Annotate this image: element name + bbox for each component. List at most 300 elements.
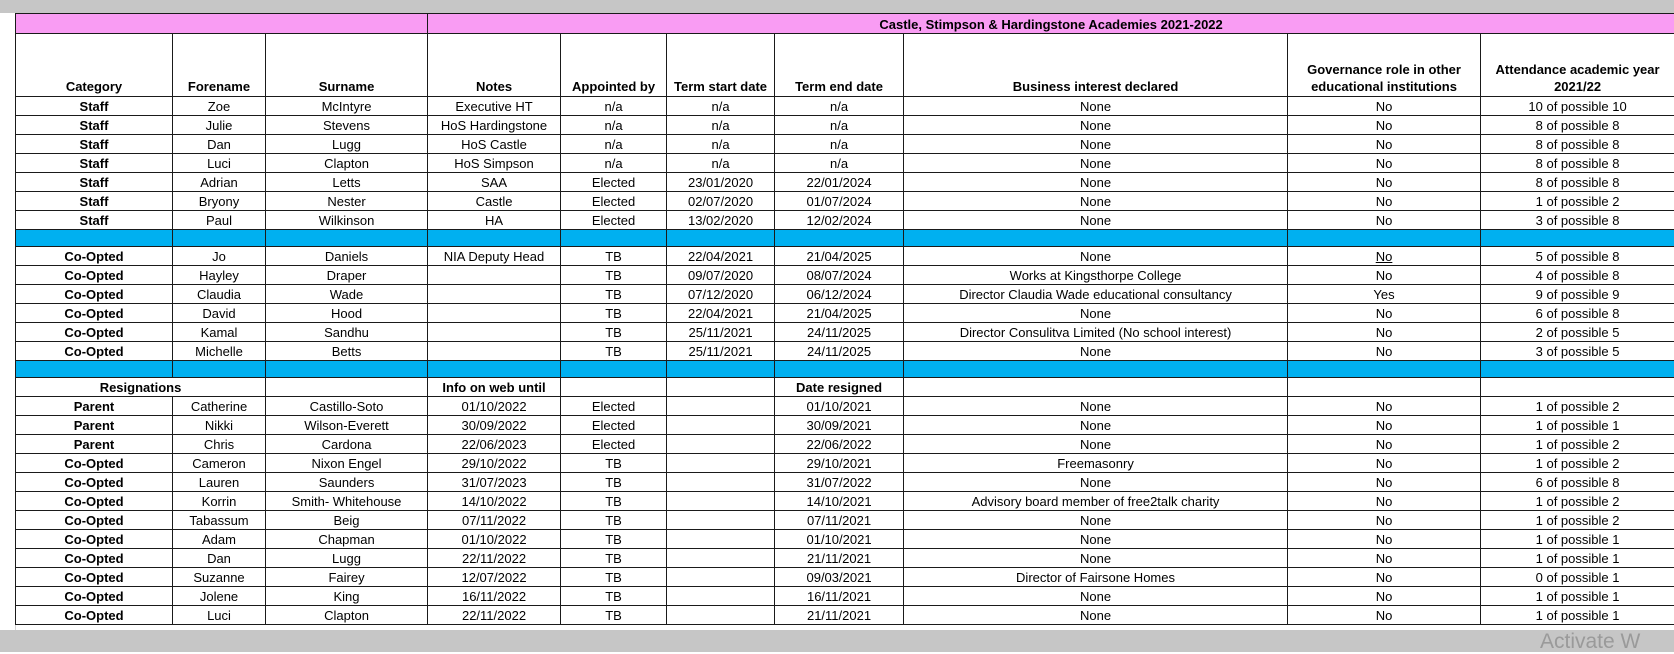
table-cell[interactable] bbox=[428, 304, 561, 323]
table-cell[interactable]: Co-Opted bbox=[16, 568, 173, 587]
table-cell[interactable]: McIntyre bbox=[266, 97, 428, 116]
table-cell[interactable]: 14/10/2022 bbox=[428, 492, 561, 511]
table-cell[interactable]: 23/01/2020 bbox=[667, 173, 775, 192]
table-cell[interactable] bbox=[667, 568, 775, 587]
table-cell[interactable]: 31/07/2022 bbox=[775, 473, 904, 492]
table-cell[interactable] bbox=[1481, 378, 1674, 397]
header-term-start[interactable]: Term start date bbox=[667, 34, 775, 97]
table-cell[interactable]: No bbox=[1288, 116, 1481, 135]
table-cell[interactable] bbox=[428, 285, 561, 304]
table-cell[interactable]: Sandhu bbox=[266, 323, 428, 342]
table-cell[interactable] bbox=[667, 587, 775, 606]
table-cell[interactable]: Dan bbox=[173, 549, 266, 568]
table-cell[interactable] bbox=[667, 606, 775, 625]
table-cell[interactable]: 8 of possible 8 bbox=[1481, 116, 1674, 135]
table-cell[interactable]: 14/10/2021 bbox=[775, 492, 904, 511]
header-governance-role[interactable]: Governance role in other educational institutions bbox=[1288, 34, 1481, 97]
table-cell[interactable] bbox=[667, 549, 775, 568]
table-cell[interactable]: TB bbox=[561, 568, 667, 587]
table-cell[interactable]: 8 of possible 8 bbox=[1481, 135, 1674, 154]
divider-cell[interactable] bbox=[1481, 361, 1674, 378]
table-cell[interactable]: No bbox=[1288, 492, 1481, 511]
table-cell[interactable]: 01/07/2024 bbox=[775, 192, 904, 211]
table-cell[interactable]: TB bbox=[561, 606, 667, 625]
table-cell[interactable] bbox=[1288, 378, 1481, 397]
table-cell[interactable]: Staff bbox=[16, 135, 173, 154]
divider-cell[interactable] bbox=[428, 361, 561, 378]
table-cell[interactable]: 24/11/2025 bbox=[775, 323, 904, 342]
table-cell[interactable] bbox=[667, 492, 775, 511]
table-cell[interactable]: Co-Opted bbox=[16, 530, 173, 549]
table-cell[interactable] bbox=[667, 511, 775, 530]
table-cell[interactable]: Wilson-Everett bbox=[266, 416, 428, 435]
table-cell[interactable]: None bbox=[904, 192, 1288, 211]
table-cell[interactable]: Co-Opted bbox=[16, 549, 173, 568]
header-category[interactable]: Category bbox=[16, 34, 173, 97]
table-cell[interactable]: 01/10/2022 bbox=[428, 397, 561, 416]
table-cell[interactable]: Elected bbox=[561, 435, 667, 454]
table-cell[interactable]: Kamal bbox=[173, 323, 266, 342]
divider-cell[interactable] bbox=[667, 230, 775, 247]
table-cell[interactable] bbox=[667, 435, 775, 454]
table-cell[interactable]: None bbox=[904, 530, 1288, 549]
table-cell[interactable]: 1 of possible 2 bbox=[1481, 397, 1674, 416]
table-cell[interactable]: 01/10/2021 bbox=[775, 530, 904, 549]
table-cell[interactable]: Adrian bbox=[173, 173, 266, 192]
table-cell[interactable]: 07/11/2022 bbox=[428, 511, 561, 530]
table-cell[interactable]: Co-Opted bbox=[16, 511, 173, 530]
table-cell[interactable]: 5 of possible 8 bbox=[1481, 247, 1674, 266]
divider-cell[interactable] bbox=[173, 361, 266, 378]
table-cell[interactable]: n/a bbox=[561, 154, 667, 173]
table-cell[interactable]: Zoe bbox=[173, 97, 266, 116]
table-cell[interactable]: TB bbox=[561, 323, 667, 342]
table-cell[interactable]: 24/11/2025 bbox=[775, 342, 904, 361]
table-cell[interactable]: Adam bbox=[173, 530, 266, 549]
table-cell[interactable]: Advisory board member of free2talk charity bbox=[904, 492, 1288, 511]
divider-cell[interactable] bbox=[775, 230, 904, 247]
table-cell[interactable]: Draper bbox=[266, 266, 428, 285]
table-cell[interactable]: TB bbox=[561, 304, 667, 323]
table-cell[interactable]: Paul bbox=[173, 211, 266, 230]
table-cell[interactable]: Elected bbox=[561, 397, 667, 416]
table-cell[interactable]: No bbox=[1288, 173, 1481, 192]
table-cell[interactable]: None bbox=[904, 606, 1288, 625]
table-cell[interactable]: Elected bbox=[561, 416, 667, 435]
table-cell[interactable]: Parent bbox=[16, 416, 173, 435]
table-cell[interactable]: Co-Opted bbox=[16, 606, 173, 625]
table-cell[interactable]: 22/11/2022 bbox=[428, 549, 561, 568]
divider-cell[interactable] bbox=[266, 230, 428, 247]
table-cell[interactable]: Co-Opted bbox=[16, 587, 173, 606]
table-cell[interactable]: None bbox=[904, 416, 1288, 435]
table-cell[interactable]: 25/11/2021 bbox=[667, 323, 775, 342]
table-cell[interactable]: None bbox=[904, 116, 1288, 135]
table-cell[interactable]: Staff bbox=[16, 116, 173, 135]
table-cell[interactable]: TB bbox=[561, 247, 667, 266]
table-cell[interactable]: n/a bbox=[775, 116, 904, 135]
table-cell[interactable]: King bbox=[266, 587, 428, 606]
table-cell[interactable]: None bbox=[904, 397, 1288, 416]
table-cell[interactable] bbox=[904, 378, 1288, 397]
table-cell[interactable]: No bbox=[1288, 416, 1481, 435]
table-cell[interactable]: 09/07/2020 bbox=[667, 266, 775, 285]
table-cell[interactable]: 07/12/2020 bbox=[667, 285, 775, 304]
table-cell[interactable]: 12/02/2024 bbox=[775, 211, 904, 230]
table-cell[interactable]: n/a bbox=[667, 97, 775, 116]
table-cell[interactable]: Hood bbox=[266, 304, 428, 323]
table-cell[interactable]: HoS Castle bbox=[428, 135, 561, 154]
table-cell[interactable]: n/a bbox=[561, 116, 667, 135]
table-cell[interactable]: No bbox=[1288, 211, 1481, 230]
table-cell[interactable]: Bryony bbox=[173, 192, 266, 211]
table-cell[interactable]: Clapton bbox=[266, 154, 428, 173]
table-cell[interactable]: 22/11/2022 bbox=[428, 606, 561, 625]
table-cell[interactable] bbox=[667, 378, 775, 397]
table-cell[interactable]: Luci bbox=[173, 606, 266, 625]
table-cell[interactable] bbox=[266, 378, 428, 397]
table-cell[interactable] bbox=[667, 530, 775, 549]
table-cell[interactable]: 21/04/2025 bbox=[775, 247, 904, 266]
table-cell[interactable]: No bbox=[1288, 587, 1481, 606]
header-notes[interactable]: Notes bbox=[428, 34, 561, 97]
table-cell[interactable]: No bbox=[1288, 192, 1481, 211]
table-cell[interactable]: None bbox=[904, 587, 1288, 606]
table-cell[interactable]: Luci bbox=[173, 154, 266, 173]
table-cell[interactable]: 16/11/2021 bbox=[775, 587, 904, 606]
table-cell[interactable]: Saunders bbox=[266, 473, 428, 492]
table-cell[interactable]: No bbox=[1288, 135, 1481, 154]
table-cell[interactable]: 3 of possible 5 bbox=[1481, 342, 1674, 361]
table-cell[interactable]: Director Claudia Wade educational consultancy bbox=[904, 285, 1288, 304]
table-cell[interactable]: 30/09/2022 bbox=[428, 416, 561, 435]
table-cell[interactable]: 1 of possible 1 bbox=[1481, 606, 1674, 625]
table-cell[interactable] bbox=[561, 378, 667, 397]
table-cell[interactable]: Co-Opted bbox=[16, 266, 173, 285]
table-cell[interactable]: TB bbox=[561, 530, 667, 549]
table-cell[interactable]: Lugg bbox=[266, 135, 428, 154]
table-cell[interactable]: Chapman bbox=[266, 530, 428, 549]
table-cell[interactable]: None bbox=[904, 511, 1288, 530]
table-cell[interactable]: None bbox=[904, 435, 1288, 454]
table-cell[interactable]: Fairey bbox=[266, 568, 428, 587]
table-cell[interactable]: No bbox=[1288, 530, 1481, 549]
table-cell[interactable]: TB bbox=[561, 549, 667, 568]
header-surname[interactable]: Surname bbox=[266, 34, 428, 97]
table-cell[interactable]: Suzanne bbox=[173, 568, 266, 587]
divider-cell[interactable] bbox=[1481, 230, 1674, 247]
table-cell[interactable]: TB bbox=[561, 342, 667, 361]
divider-cell[interactable] bbox=[561, 230, 667, 247]
table-cell[interactable]: Lugg bbox=[266, 549, 428, 568]
table-cell[interactable]: 22/04/2021 bbox=[667, 304, 775, 323]
table-cell[interactable]: Letts bbox=[266, 173, 428, 192]
table-cell[interactable]: Jolene bbox=[173, 587, 266, 606]
table-cell[interactable] bbox=[667, 397, 775, 416]
sheet-title[interactable]: Castle, Stimpson & Hardingstone Academies 2021-2022 bbox=[428, 14, 1674, 34]
table-cell[interactable]: HA bbox=[428, 211, 561, 230]
table-cell[interactable]: Yes bbox=[1288, 285, 1481, 304]
table-cell[interactable]: Nikki bbox=[173, 416, 266, 435]
table-cell[interactable]: Co-Opted bbox=[16, 285, 173, 304]
table-cell[interactable]: None bbox=[904, 154, 1288, 173]
table-cell[interactable]: Staff bbox=[16, 173, 173, 192]
table-cell[interactable]: n/a bbox=[561, 97, 667, 116]
header-appointed-by[interactable]: Appointed by bbox=[561, 34, 667, 97]
table-cell[interactable]: 01/10/2022 bbox=[428, 530, 561, 549]
table-cell[interactable]: TB bbox=[561, 492, 667, 511]
table-cell[interactable]: 1 of possible 1 bbox=[1481, 530, 1674, 549]
table-row bbox=[16, 568, 1674, 587]
divider-cell[interactable] bbox=[904, 230, 1288, 247]
table-row bbox=[16, 192, 1674, 211]
table-cell[interactable]: 25/11/2021 bbox=[667, 342, 775, 361]
table-row bbox=[16, 587, 1674, 606]
table-row bbox=[16, 211, 1674, 230]
table-cell[interactable]: Staff bbox=[16, 154, 173, 173]
table-cell[interactable]: 08/07/2024 bbox=[775, 266, 904, 285]
table-cell[interactable]: 29/10/2022 bbox=[428, 454, 561, 473]
table-cell[interactable]: Catherine bbox=[173, 397, 266, 416]
table-cell[interactable]: 02/07/2020 bbox=[667, 192, 775, 211]
table-cell[interactable]: Betts bbox=[266, 342, 428, 361]
table-cell[interactable]: 22/06/2023 bbox=[428, 435, 561, 454]
table-cell[interactable]: 16/11/2022 bbox=[428, 587, 561, 606]
table-cell[interactable]: Hayley bbox=[173, 266, 266, 285]
table-cell[interactable]: 1 of possible 2 bbox=[1481, 492, 1674, 511]
table-cell[interactable]: SAA bbox=[428, 173, 561, 192]
divider-cell[interactable] bbox=[667, 361, 775, 378]
table-row bbox=[16, 154, 1674, 173]
divider-cell[interactable] bbox=[1288, 361, 1481, 378]
table-cell[interactable]: 9 of possible 9 bbox=[1481, 285, 1674, 304]
table-cell[interactable]: Chris bbox=[173, 435, 266, 454]
table-cell[interactable]: TB bbox=[561, 285, 667, 304]
table-cell[interactable] bbox=[667, 473, 775, 492]
table-cell[interactable]: 13/02/2020 bbox=[667, 211, 775, 230]
table-cell[interactable]: Smith- Whitehouse bbox=[266, 492, 428, 511]
table-cell[interactable]: 1 of possible 1 bbox=[1481, 549, 1674, 568]
table-row bbox=[16, 606, 1674, 625]
table-cell[interactable]: n/a bbox=[667, 116, 775, 135]
title-row bbox=[16, 14, 1674, 34]
table-cell[interactable]: Jo bbox=[173, 247, 266, 266]
table-cell[interactable]: 22/04/2021 bbox=[667, 247, 775, 266]
table-cell[interactable]: 4 of possible 8 bbox=[1481, 266, 1674, 285]
header-term-end[interactable]: Term end date bbox=[775, 34, 904, 97]
table-cell[interactable]: 21/11/2021 bbox=[775, 549, 904, 568]
table-cell[interactable]: 21/11/2021 bbox=[775, 606, 904, 625]
table-cell[interactable]: 0 of possible 1 bbox=[1481, 568, 1674, 587]
table-row bbox=[16, 135, 1674, 154]
table-cell[interactable]: 30/09/2021 bbox=[775, 416, 904, 435]
table-cell[interactable]: No bbox=[1288, 549, 1481, 568]
table-cell[interactable]: Elected bbox=[561, 192, 667, 211]
table-cell[interactable]: HoS Simpson bbox=[428, 154, 561, 173]
table-cell[interactable]: Daniels bbox=[266, 247, 428, 266]
table-cell[interactable]: 6 of possible 8 bbox=[1481, 304, 1674, 323]
table-cell[interactable]: None bbox=[904, 473, 1288, 492]
table-cell[interactable]: No bbox=[1288, 606, 1481, 625]
table-cell[interactable]: Wade bbox=[266, 285, 428, 304]
table-cell[interactable]: None bbox=[904, 211, 1288, 230]
table-cell[interactable]: Freemasonry bbox=[904, 454, 1288, 473]
table-cell[interactable] bbox=[428, 323, 561, 342]
table-cell[interactable]: Michelle bbox=[173, 342, 266, 361]
table-cell[interactable]: 1 of possible 1 bbox=[1481, 587, 1674, 606]
table-cell[interactable]: Staff bbox=[16, 192, 173, 211]
table-cell[interactable]: None bbox=[904, 549, 1288, 568]
table-cell[interactable]: n/a bbox=[561, 135, 667, 154]
table-cell[interactable]: 8 of possible 8 bbox=[1481, 154, 1674, 173]
table-cell[interactable]: 1 of possible 2 bbox=[1481, 192, 1674, 211]
table-cell[interactable]: n/a bbox=[667, 135, 775, 154]
table-cell[interactable]: Nester bbox=[266, 192, 428, 211]
divider-cell[interactable] bbox=[16, 361, 173, 378]
table-cell[interactable]: No bbox=[1288, 473, 1481, 492]
table-cell[interactable]: 21/04/2025 bbox=[775, 304, 904, 323]
table-cell[interactable]: Claudia bbox=[173, 285, 266, 304]
table-cell[interactable]: Director Consulitva Limited (No school interest) bbox=[904, 323, 1288, 342]
divider-cell[interactable] bbox=[1288, 230, 1481, 247]
header-business-interest[interactable]: Business interest declared bbox=[904, 34, 1288, 97]
table-cell[interactable]: None bbox=[904, 97, 1288, 116]
table-cell[interactable]: Elected bbox=[561, 211, 667, 230]
table-cell[interactable]: Director of Fairsone Homes bbox=[904, 568, 1288, 587]
table-cell[interactable]: No bbox=[1288, 304, 1481, 323]
table-cell[interactable]: Lauren bbox=[173, 473, 266, 492]
table-cell[interactable]: No bbox=[1288, 454, 1481, 473]
table-cell[interactable]: No bbox=[1288, 97, 1481, 116]
table-cell[interactable]: Stevens bbox=[266, 116, 428, 135]
resignations-label[interactable]: Resignations bbox=[16, 378, 266, 397]
divider-cell[interactable] bbox=[16, 230, 173, 247]
table-cell[interactable]: Clapton bbox=[266, 606, 428, 625]
table-cell[interactable] bbox=[667, 454, 775, 473]
info-on-web-label[interactable]: Info on web until bbox=[428, 378, 561, 397]
table-cell[interactable]: Cameron bbox=[173, 454, 266, 473]
table-cell[interactable]: No bbox=[1288, 154, 1481, 173]
table-cell[interactable]: NIA Deputy Head bbox=[428, 247, 561, 266]
table-cell[interactable]: Parent bbox=[16, 435, 173, 454]
table-cell[interactable]: None bbox=[904, 304, 1288, 323]
divider-cell[interactable] bbox=[173, 230, 266, 247]
table-cell[interactable]: 1 of possible 2 bbox=[1481, 435, 1674, 454]
table-cell[interactable]: Castle bbox=[428, 192, 561, 211]
table-cell[interactable]: 8 of possible 8 bbox=[1481, 173, 1674, 192]
table-cell[interactable]: No bbox=[1288, 397, 1481, 416]
divider-cell[interactable] bbox=[904, 361, 1288, 378]
table-cell[interactable]: 1 of possible 1 bbox=[1481, 416, 1674, 435]
table-cell[interactable]: 22/06/2022 bbox=[775, 435, 904, 454]
table-cell[interactable]: Tabassum bbox=[173, 511, 266, 530]
table-cell[interactable]: No bbox=[1288, 247, 1481, 266]
table-cell[interactable]: TB bbox=[561, 266, 667, 285]
table-cell[interactable] bbox=[428, 266, 561, 285]
table-cell[interactable]: 31/07/2023 bbox=[428, 473, 561, 492]
table-cell[interactable]: Works at Kingsthorpe College bbox=[904, 266, 1288, 285]
table-cell[interactable]: HoS Hardingstone bbox=[428, 116, 561, 135]
table-cell[interactable]: TB bbox=[561, 511, 667, 530]
header-attendance[interactable]: Attendance academic year 2021/22 bbox=[1481, 34, 1674, 97]
table-cell[interactable]: TB bbox=[561, 454, 667, 473]
table-cell[interactable]: Co-Opted bbox=[16, 473, 173, 492]
table-cell[interactable]: n/a bbox=[775, 154, 904, 173]
table-cell[interactable]: 6 of possible 8 bbox=[1481, 473, 1674, 492]
table-cell[interactable]: Castillo-Soto bbox=[266, 397, 428, 416]
table-cell[interactable]: 3 of possible 8 bbox=[1481, 211, 1674, 230]
table-cell[interactable]: TB bbox=[561, 587, 667, 606]
table-cell[interactable]: David bbox=[173, 304, 266, 323]
table-row bbox=[16, 511, 1674, 530]
divider-cell[interactable] bbox=[428, 230, 561, 247]
table-cell[interactable]: n/a bbox=[667, 154, 775, 173]
table-cell[interactable]: Co-Opted bbox=[16, 492, 173, 511]
table-cell[interactable]: Co-Opted bbox=[16, 454, 173, 473]
table-cell[interactable]: None bbox=[904, 247, 1288, 266]
table-cell[interactable]: n/a bbox=[775, 97, 904, 116]
table-cell[interactable]: None bbox=[904, 135, 1288, 154]
table-cell[interactable]: 2 of possible 5 bbox=[1481, 323, 1674, 342]
table-cell[interactable]: No bbox=[1288, 435, 1481, 454]
table-cell[interactable]: 1 of possible 2 bbox=[1481, 454, 1674, 473]
table-cell[interactable]: Elected bbox=[561, 173, 667, 192]
title-blank-cell[interactable] bbox=[16, 14, 428, 34]
table-cell[interactable]: Parent bbox=[16, 397, 173, 416]
table-cell[interactable] bbox=[428, 342, 561, 361]
table-cell[interactable]: 06/12/2024 bbox=[775, 285, 904, 304]
table-cell[interactable] bbox=[667, 416, 775, 435]
table-cell[interactable]: No bbox=[1288, 323, 1481, 342]
divider-cell[interactable] bbox=[266, 361, 428, 378]
table-cell[interactable]: 09/03/2021 bbox=[775, 568, 904, 587]
table-cell[interactable]: Staff bbox=[16, 211, 173, 230]
divider-cell[interactable] bbox=[775, 361, 904, 378]
table-cell[interactable]: 29/10/2021 bbox=[775, 454, 904, 473]
table-cell[interactable]: No bbox=[1288, 342, 1481, 361]
table-cell[interactable]: Dan bbox=[173, 135, 266, 154]
table-cell[interactable]: Wilkinson bbox=[266, 211, 428, 230]
table-cell[interactable]: Korrin bbox=[173, 492, 266, 511]
table-cell[interactable]: No bbox=[1288, 511, 1481, 530]
table-cell[interactable]: Nixon Engel bbox=[266, 454, 428, 473]
table-cell[interactable]: Cardona bbox=[266, 435, 428, 454]
table-cell[interactable]: Co-Opted bbox=[16, 342, 173, 361]
table-cell[interactable]: 01/10/2021 bbox=[775, 397, 904, 416]
table-cell[interactable]: Executive HT bbox=[428, 97, 561, 116]
table-cell[interactable]: 10 of possible 10 bbox=[1481, 97, 1674, 116]
table-cell[interactable]: 12/07/2022 bbox=[428, 568, 561, 587]
table-cell[interactable]: Staff bbox=[16, 97, 173, 116]
divider-cell[interactable] bbox=[561, 361, 667, 378]
table-cell[interactable]: n/a bbox=[775, 135, 904, 154]
table-cell[interactable]: None bbox=[904, 342, 1288, 361]
table-cell[interactable]: Julie bbox=[173, 116, 266, 135]
table-cell[interactable]: Beig bbox=[266, 511, 428, 530]
table-cell[interactable]: No bbox=[1288, 568, 1481, 587]
table-cell[interactable]: No bbox=[1288, 266, 1481, 285]
table-cell[interactable]: 22/01/2024 bbox=[775, 173, 904, 192]
table-cell[interactable]: 1 of possible 2 bbox=[1481, 511, 1674, 530]
table-cell[interactable]: Co-Opted bbox=[16, 247, 173, 266]
table-cell[interactable]: 07/11/2021 bbox=[775, 511, 904, 530]
table-cell[interactable]: None bbox=[904, 173, 1288, 192]
table-cell[interactable]: Co-Opted bbox=[16, 304, 173, 323]
header-forename[interactable]: Forename bbox=[173, 34, 266, 97]
date-resigned-label[interactable]: Date resigned bbox=[775, 378, 904, 397]
table-cell[interactable]: Co-Opted bbox=[16, 323, 173, 342]
table-cell[interactable]: TB bbox=[561, 473, 667, 492]
